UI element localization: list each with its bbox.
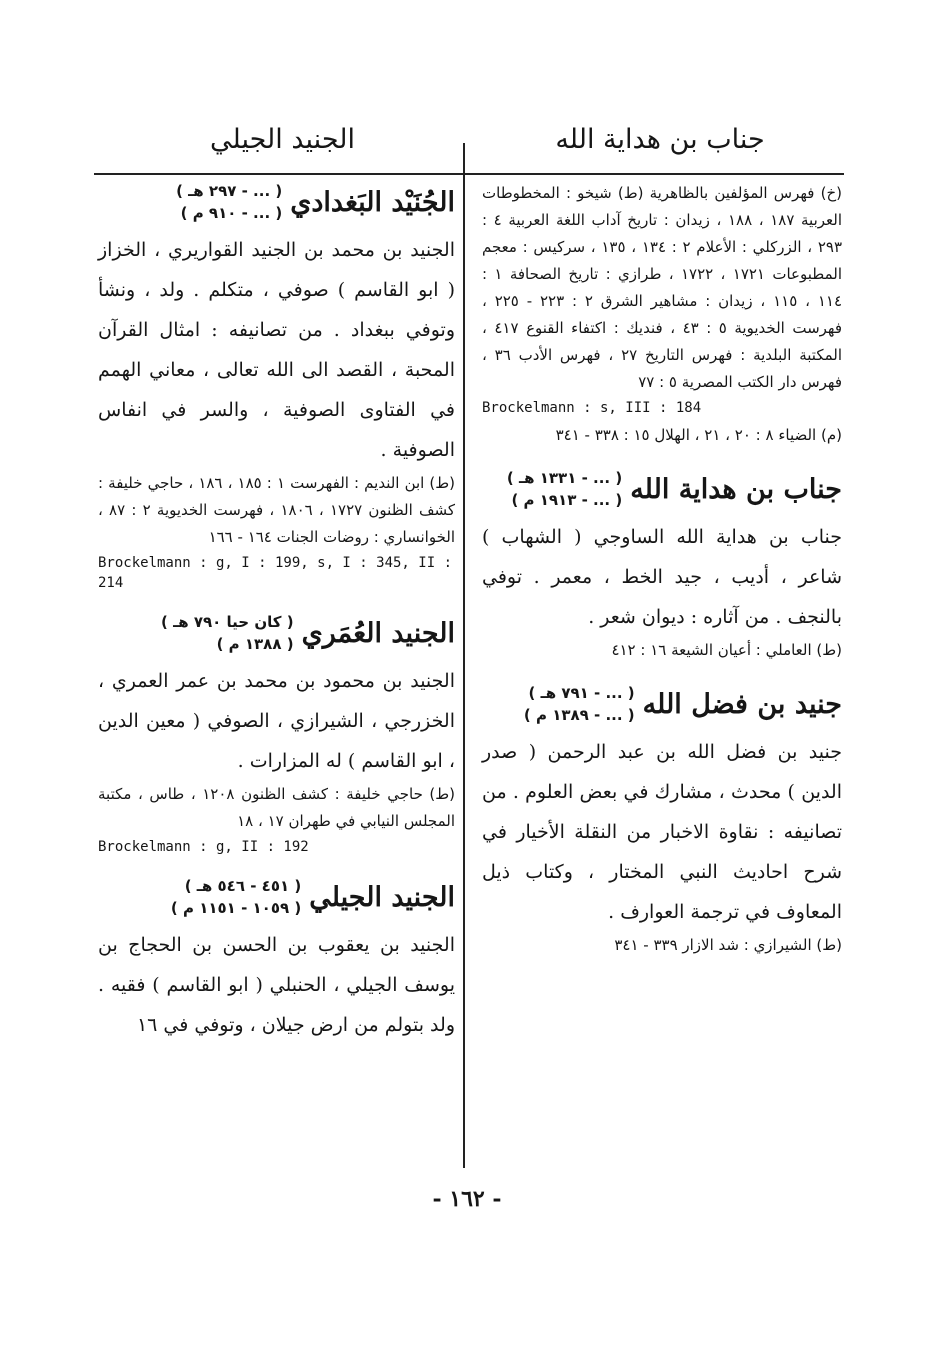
references: (م) الضياء ٨ : ٢٠ ، ٢١ ، الهلال ١٥ : ٣٣٨ - ٣٤١ xyxy=(555,426,842,444)
page-header-right: جناب بن هداية الله xyxy=(555,124,765,155)
entry-name: جناب بن هداية الله xyxy=(630,473,842,505)
latin-reference: Brockelmann : s, III : 184 xyxy=(482,400,702,416)
biography-entry xyxy=(98,611,455,857)
page-header-left: الجنيد الجيلي xyxy=(210,124,355,155)
entry-dates xyxy=(171,875,301,919)
date-gregorian: ( ... - ١٣٨٩ م ) xyxy=(523,706,635,724)
left-column xyxy=(98,180,455,1063)
references: (ط) العاملي : أعيان الشيعة ١٦ : ٤١٢ xyxy=(611,641,842,659)
date-hijri: ( كان حيا ٧٩٠ هـ ) xyxy=(161,613,294,631)
date-hijri: ( ... - ١٣٣١ هـ ) xyxy=(506,469,623,487)
date-gregorian: ( ... - ١٩١٣ م ) xyxy=(511,491,623,509)
latin-reference: Brockelmann : g, I : 199, s, I : 345, II : 214 xyxy=(98,555,453,591)
entry-dates xyxy=(176,180,282,224)
header-rule xyxy=(94,173,844,175)
references: (ط) حاجي خليفة : كشف الظنون ١٢٠٨ ، طاس ، مكتبة المجلس النيابي في طهران ١٧ ، ١٨ xyxy=(98,785,455,830)
date-hijri: ( ... - ٢٩٧ هـ ) xyxy=(176,182,283,200)
biography-entry xyxy=(98,875,455,1045)
date-hijri: ( ٤٥١ - ٥٤٦ هـ ) xyxy=(184,877,302,895)
continued-entry xyxy=(482,180,842,449)
right-column xyxy=(482,180,842,977)
entry-heading xyxy=(98,875,455,919)
entry-name: جنيد بن فضل الله xyxy=(642,688,842,720)
entry-biography: جنيد بن فضل الله بن عبد الرحمن ( صدر الدين ) محدث ، مشارك في بعض العلوم . من تصانيفه : نقاوة الاخبار من النقلة الأخيار في شرح احاديث النبي المختار ، وكتاب ذيل المعاوف في ترجمة العوارف . xyxy=(482,741,842,923)
entry-heading xyxy=(98,180,455,224)
date-gregorian: ( ١٠٥٩ - ١١٥١ م ) xyxy=(170,899,302,917)
date-gregorian: ( ... - ٩١٠ م ) xyxy=(180,204,283,222)
biography-entry xyxy=(98,180,455,593)
references: (ط) الشيرازي : شد الازار ٣٣٩ - ٣٤١ xyxy=(614,936,842,954)
entry-biography: جناب بن هداية الله الساوجي ( الشهاب ) شاعر ، أديب ، جيد الخط ، معمر . توفي بالنجف . من آثاره : ديوان شعر . xyxy=(482,526,842,628)
entry-biography: الجنيد بن يعقوب بن الحسن بن الحجاج بن يوسف الجيلي ، الحنبلي ( ابو القاسم ) فقيه . ولد بتولم من ارض جيلان ، وتوفي في ١٦ xyxy=(98,934,455,1036)
entry-heading xyxy=(482,467,842,511)
date-gregorian: ( ١٣٨٨ م ) xyxy=(216,635,294,653)
entry-biography: الجنيد بن محمد بن الجنيد القواريري ، الخزاز ( ابو القاسم ) صوفي ، متكلم . ولد ، ونشأ وتوفي ببغداد . من تصانيفه : امثال القرآن المحبة ، القصد الى الله تعالى ، معاني الهمم في الفتاوى الصوفية ، والسر في انفاس الصوفية . xyxy=(98,239,455,461)
entry-dates xyxy=(161,611,294,655)
biography-entry xyxy=(482,467,842,664)
column-divider xyxy=(463,143,465,1168)
entry-dates xyxy=(524,682,635,726)
biography-entry xyxy=(482,682,842,959)
latin-reference: Brockelmann : g, II : 192 xyxy=(98,839,309,855)
entry-name: الجنيد الجيلي xyxy=(309,881,455,913)
entry-name: الجنيد العُمَري xyxy=(301,617,455,649)
entry-name: الجُنَيْد البَغدادي xyxy=(290,186,455,218)
date-hijri: ( ... - ٧٩١ هـ ) xyxy=(528,684,635,702)
entry-heading xyxy=(98,611,455,655)
entry-biography: الجنيد بن محمود بن محمد بن عمر العمري ، الخزرجي ، الشيرازي ، الصوفي ( معين الدين ، ابو القاسم ) له المزارات . xyxy=(98,670,455,772)
references: (خ) فهرس المؤلفين بالظاهرية (ط) شيخو : المخطوطات العربية ١٨٧ ، ١٨٨ ، زيدان : تاريخ آداب اللغة العربية ٤ : ٢٩٣ ، الزركلي : الأعلام ٢ : ١٣٤ ، ١٣٥ ، سركيس : معجم المطبوعات ١٧٢١ ، ١٧٢٢ ، طرازي : تاريخ الصحافة ١ : ١١٤ ، ١١٥ ، زيدان : مشاهير الشرق ٢ : ٢٢٣ - ٢٢٥ ، فهرست الخديوية ٥ : ٤٣ ، فنديك : اكتفاء القنوع ٤١٧ ، المكتبة البلدية : فهرس التاريخ ٢٧ ، فهرس الأدب ٣٦ ، فهرس دار الكتب المصرية ٥ : ٧٧ xyxy=(482,184,843,391)
page-number: - ١٦٢ - xyxy=(432,1186,502,1212)
references: (ط) ابن النديم : الفهرست ١ : ١٨٥ ، ١٨٦ ، حاجي خليفة : كشف الظنون ١٧٢٧ ، ١٨٠٦ ، فهرست الخديوية ٢ : ٨٧ ، الخوانساري : روضات الجنات ١٦٤ - ١٦٦ xyxy=(98,474,456,546)
entry-heading xyxy=(482,682,842,726)
entry-dates xyxy=(507,467,622,511)
